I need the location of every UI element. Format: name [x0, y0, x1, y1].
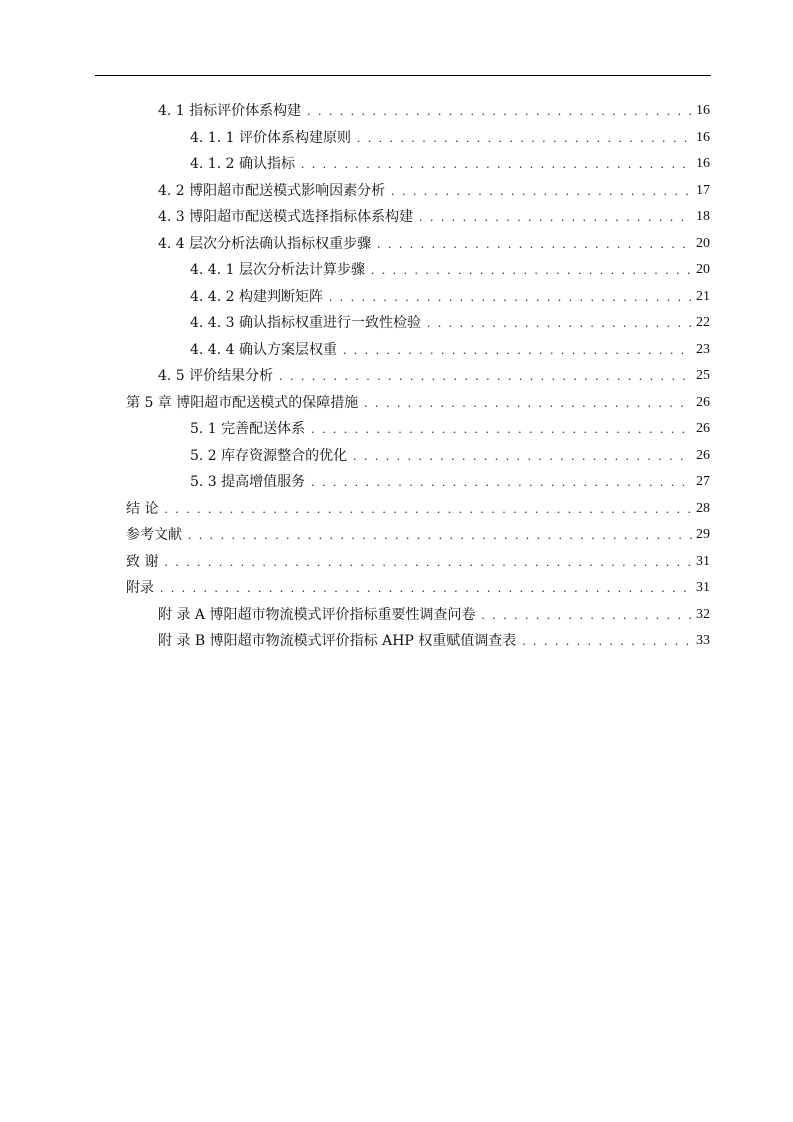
- toc-page-number: 32: [696, 606, 710, 622]
- toc-entry[interactable]: [0, 416, 793, 443]
- toc-dot-leader: [329, 284, 692, 311]
- toc-entry[interactable]: [0, 390, 793, 417]
- toc-entry-title: 参考文献: [126, 527, 182, 543]
- toc-page-number: 26: [696, 421, 710, 436]
- toc-entry-title: 5. 2 库存资源整合的优化: [190, 447, 348, 464]
- toc-dot-leader: [522, 628, 692, 655]
- toc-dot-leader: [427, 310, 692, 337]
- toc-page-number: 25: [696, 368, 710, 383]
- toc-dot-leader: [311, 416, 692, 443]
- toc-page-number: 23: [696, 341, 710, 357]
- toc-entry-title: 4. 3 博阳超市配送模式选择指标体系构建: [158, 209, 414, 225]
- toc-dot-leader: [188, 522, 692, 549]
- toc-entry[interactable]: [0, 231, 793, 258]
- toc-entry-title: 附 录 B 博阳超市物流模式评价指标 AHP 权重赋值调查表: [158, 633, 517, 649]
- table-of-contents: [0, 98, 793, 655]
- toc-entry[interactable]: [0, 549, 793, 576]
- toc-page-number: 33: [696, 633, 710, 648]
- toc-entry[interactable]: [0, 469, 793, 496]
- toc-entry[interactable]: [0, 628, 793, 655]
- toc-dot-leader: [164, 496, 692, 523]
- toc-page-number: 21: [696, 288, 710, 304]
- toc-page-number: 20: [696, 262, 710, 277]
- toc-page-number: 16: [696, 103, 710, 118]
- toc-entry-title: 4. 4 层次分析法确认指标权重步骤: [158, 235, 372, 252]
- toc-entry[interactable]: [0, 337, 793, 364]
- toc-entry[interactable]: [0, 125, 793, 152]
- toc-entry[interactable]: [0, 178, 793, 205]
- toc-page-number: 28: [696, 500, 710, 516]
- toc-dot-leader: [391, 178, 692, 205]
- toc-page-number: 26: [696, 394, 710, 410]
- toc-entry-title: 4. 1 指标评价体系构建: [158, 103, 302, 119]
- toc-entry-title: 4. 2 博阳超市配送模式影响因素分析: [158, 182, 386, 199]
- toc-dot-leader: [279, 363, 692, 390]
- toc-page-number: 16: [696, 129, 710, 145]
- toc-entry-title: 5. 1 完善配送体系: [190, 421, 306, 437]
- toc-entry[interactable]: [0, 443, 793, 470]
- toc-dot-leader: [364, 390, 692, 417]
- toc-entry[interactable]: [0, 204, 793, 231]
- toc-entry-title: 4. 1. 2 确认指标: [190, 156, 295, 172]
- toc-entry[interactable]: [0, 575, 793, 602]
- toc-entry-title: 4. 4. 4 确认方案层权重: [190, 341, 337, 358]
- toc-page-number: 18: [696, 209, 710, 224]
- toc-dot-leader: [353, 443, 692, 470]
- toc-entry[interactable]: [0, 522, 793, 549]
- toc-entry-title: 第 5 章 博阳超市配送模式的保障措施: [126, 394, 359, 411]
- toc-dot-leader: [343, 337, 692, 364]
- toc-entry[interactable]: [0, 602, 793, 629]
- toc-page-number: 16: [696, 156, 710, 171]
- toc-page-number: 31: [696, 580, 710, 595]
- toc-entry[interactable]: [0, 98, 793, 125]
- toc-entry[interactable]: [0, 257, 793, 284]
- toc-dot-leader: [311, 469, 686, 496]
- toc-entry-title: 4. 5 评价结果分析: [158, 368, 274, 384]
- toc-entry[interactable]: [0, 284, 793, 311]
- toc-entry[interactable]: [0, 151, 793, 178]
- toc-page-number: 22: [696, 315, 710, 330]
- toc-dot-leader: [371, 257, 692, 284]
- toc-dot-leader: [160, 575, 692, 602]
- toc-entry-title: 4. 4. 2 构建判断矩阵: [190, 288, 323, 305]
- toc-dot-leader: [481, 602, 692, 629]
- toc-entry[interactable]: [0, 496, 793, 523]
- toc-dot-leader: [307, 98, 692, 125]
- toc-page-number: 26: [696, 447, 710, 463]
- toc-page-number: 17: [696, 182, 710, 198]
- toc-entry[interactable]: [0, 363, 793, 390]
- toc-dot-leader: [419, 204, 692, 231]
- toc-page-number: 27: [696, 474, 710, 489]
- toc-dot-leader: [301, 151, 692, 178]
- toc-dot-leader: [377, 231, 692, 258]
- toc-entry[interactable]: [0, 310, 793, 337]
- toc-dot-leader: [357, 125, 692, 152]
- toc-entry-title: 4. 4. 1 层次分析法计算步骤: [190, 262, 365, 278]
- toc-entry-title: 附 录 A 博阳超市物流模式评价指标重要性调查问卷: [158, 606, 476, 623]
- toc-page-number: 29: [696, 527, 710, 542]
- toc-entry-title: 附录: [126, 580, 154, 596]
- toc-page-number: 31: [696, 553, 710, 569]
- toc-entry-title: 致 谢: [126, 553, 159, 570]
- header-rule: [95, 75, 711, 76]
- toc-entry-title: 5. 3 提高增值服务: [190, 474, 306, 490]
- toc-page-number: 20: [696, 235, 710, 251]
- toc-entry-title: 4. 1. 1 评价体系构建原则: [190, 129, 351, 146]
- toc-entry-title: 4. 4. 3 确认指标权重进行一致性检验: [190, 315, 421, 331]
- toc-dot-leader: [164, 549, 692, 576]
- toc-entry-title: 结 论: [126, 500, 159, 517]
